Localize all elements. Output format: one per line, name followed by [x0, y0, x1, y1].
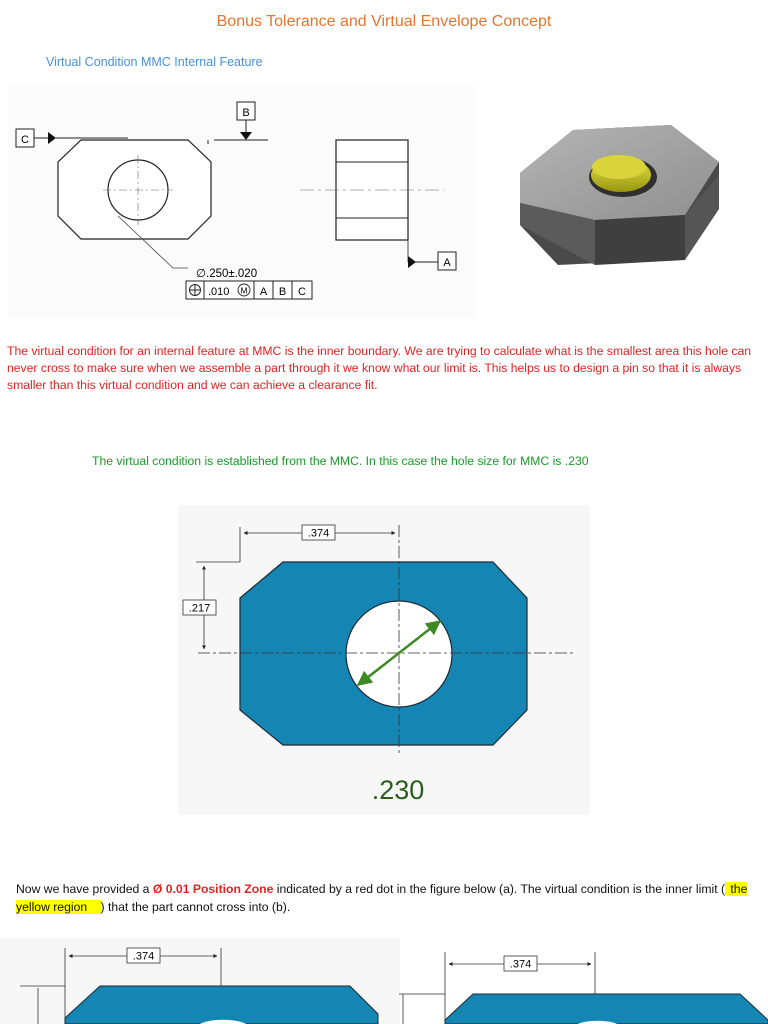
section-subtitle: Virtual Condition MMC Internal Feature — [46, 55, 263, 69]
paragraph-virtual-condition: The virtual condition for an internal feature at MMC is the inner boundary. We are trying to calculate what is the smallest area this hole can never cross to make sure when we assemble a part through it we know what our limit is. This helps us to design a pin so that it is always smaller than this virtual condition and we can achieve a clearance fit. — [7, 344, 752, 392]
position-zone-text: Ø 0.01 Position Zone — [152, 882, 274, 896]
engineering-drawing — [8, 86, 476, 318]
figure-a — [0, 938, 400, 1024]
part-3d-render — [513, 115, 723, 278]
datum-c-label: C — [21, 134, 29, 146]
diameter-label: .230 — [371, 775, 425, 805]
virtual-condition-figure — [178, 505, 590, 815]
paragraph-position-zone — [16, 880, 756, 916]
figure-b — [395, 948, 768, 1024]
page-title: Bonus Tolerance and Virtual Envelope Concept — [216, 13, 552, 30]
dim-b: .374 — [509, 958, 532, 971]
para3-text-3: ) that the part cannot cross into (b). — [100, 900, 291, 914]
dim-vertical: .217 — [188, 602, 211, 615]
size-callout: ∅.250±.020 — [196, 268, 258, 280]
fcf-datum2: B — [278, 286, 287, 298]
dim-horizontal: .374 — [307, 527, 330, 540]
yellow-region-highlight: the yellow region — [16, 882, 748, 914]
fcf-datum3: C — [298, 286, 306, 298]
fcf-modifier: M — [240, 285, 248, 296]
datum-b-label: B — [242, 107, 250, 119]
fcf-tolerance: .010 — [208, 286, 230, 298]
feature-control-frame — [186, 281, 312, 299]
fcf-datum1: A — [259, 286, 268, 298]
datum-a-label: A — [443, 257, 451, 269]
dim-a: .374 — [132, 950, 155, 963]
para3-text-1: Now we have provided a — [16, 882, 153, 896]
para3-text-2: indicated by a red dot in the figure below (a). The virtual condition is the inner limit ( — [273, 882, 726, 896]
paragraph-mmc: The virtual condition is established from the MMC. In this case the hole size for MMC is .230 — [92, 454, 589, 468]
side-view-outline — [336, 140, 408, 240]
